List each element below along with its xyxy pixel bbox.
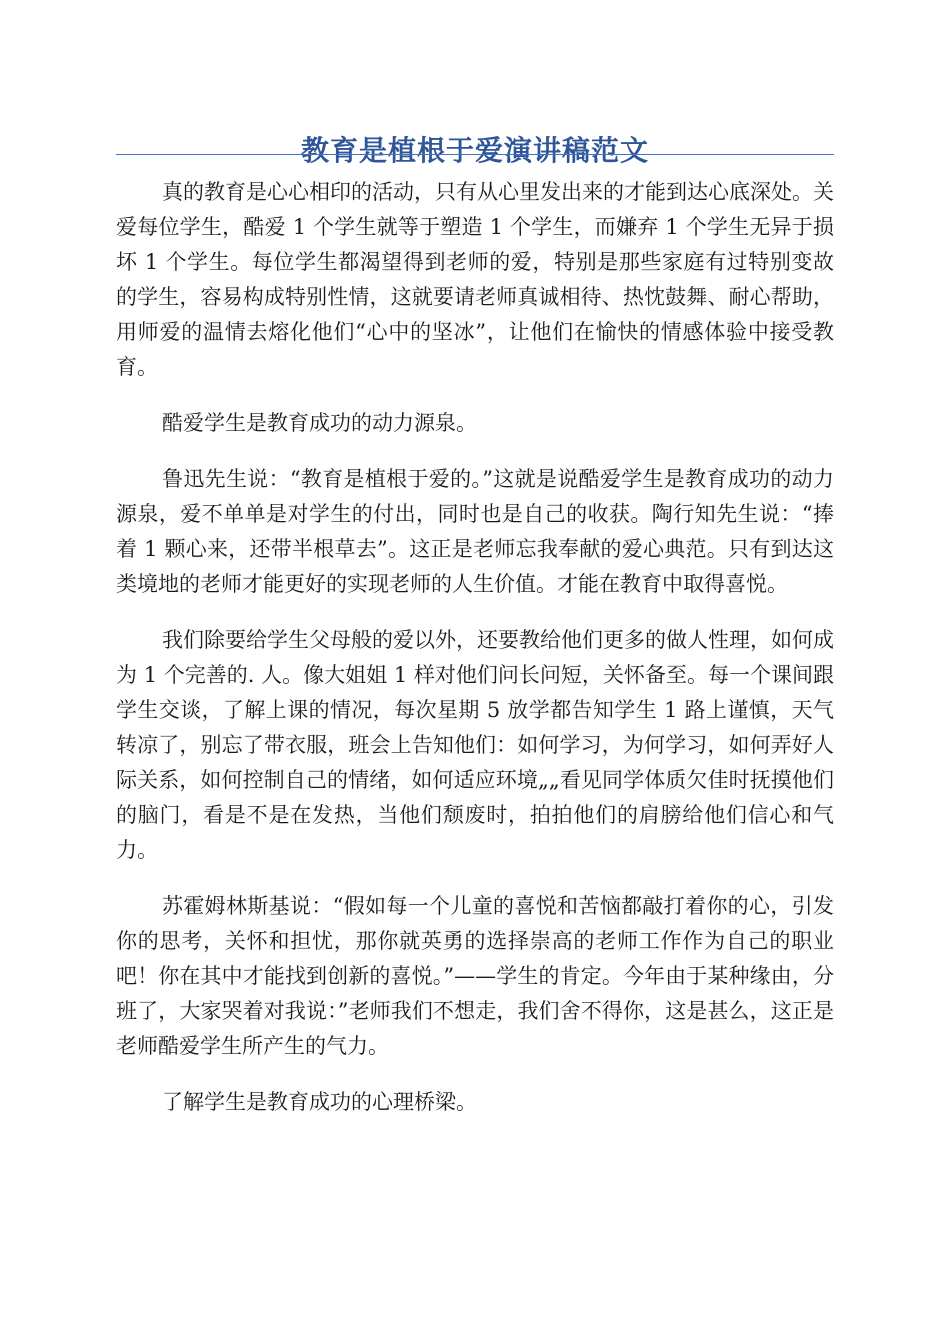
paragraph: 我们除要给学生父母般的爱以外，还要教给他们更多的做人性理，如何成为 1 个完善的. 人。像大姐姐 1 样对他们问长问短，关怀备至。每一个课间跟学生交谈，了解上课的情况，每次星期 5 放学都告知学生 1 路上谨慎，天气转凉了，别忘了带衣服，班会上告知他们：如何学习，为何学习，如何弄好人际关系，如何控制自己的情绪，如何适应环境„„看见同学体质欠佳时抚摸他们的脑门，看是不是在发热，当他们颓废时，拍拍他们的肩膀给他们信心和气力。 (116, 628, 834, 862)
paragraph: 了解学生是教育成功的心理桥梁。 (162, 1090, 477, 1114)
paragraph: 苏霍姆林斯基说：“假如每一个儿童的喜悦和苦恼都敲打着你的心，引发你的思考，关怀和担忧，那你就英勇的选择崇高的老师工作作为自己的职业吧！你在其中才能找到创新的喜悦。”——学生的肯定。今年由于某种缘由，分班了，大家哭着对我说：”老师我们不想走，我们舍不得你，这是甚么，这正是老师酷爱学生所产生的气力。 (116, 894, 834, 1058)
paragraph: 真的教育是心心相印的活动，只有从心里发出来的才能到达心底深处。关爱每位学生，酷爱 1 个学生就等于塑造 1 个学生，而嫌弃 1 个学生无异于损坏 1 个学生。每位学生都渴望得到老师的爱，特别是那些家庭有过特别变故的学生，容易构成特别性情，这就要请老师真诚相待、热忱鼓舞、耐心帮助，用师爱的温情去熔化他们“心中的坚冰”，让他们在愉快的情感体验中接受教育。 (116, 180, 834, 379)
paragraph: 鲁迅先生说：“教育是植根于爱的。”这就是说酷爱学生是教育成功的动力源泉，爱不单单是对学生的付出，同时也是自己的收获。陶行知先生说：“捧着 1 颗心来，还带半根草去”。这正是老师忘我奉献的爱心典范。只有到达这类境地的老师才能更好的实现老师的人生价值。才能在教育中取得喜悦。 (116, 467, 834, 596)
document-body (116, 175, 834, 1141)
paragraph: 酷爱学生是教育成功的动力源泉。 (162, 411, 477, 435)
title-underline (116, 154, 834, 155)
document-title: 教育是植根于爱演讲稿范文 (300, 133, 649, 167)
